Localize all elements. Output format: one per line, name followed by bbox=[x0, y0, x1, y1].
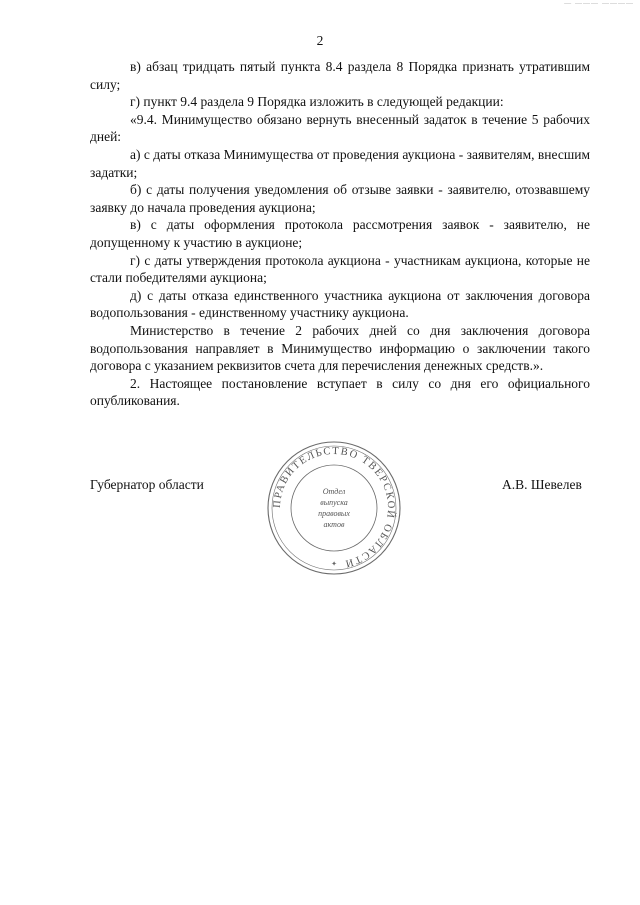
corner-mark: — ——— ———— bbox=[564, 0, 634, 7]
seal-outer-ring bbox=[268, 442, 400, 574]
seal-center-line: правовых bbox=[318, 509, 350, 518]
page-number: 2 bbox=[316, 33, 324, 48]
seal-star: ✦ bbox=[331, 560, 337, 568]
paragraph: «9.4. Минимущество обязано вернуть внесенный задаток в течение 5 рабочих дней: bbox=[90, 111, 590, 145]
seal-ring-text: ПРАВИТЕЛЬСТВО ТВЕРСКОЙ ОБЛАСТИ bbox=[271, 445, 397, 570]
official-seal bbox=[264, 438, 404, 578]
paragraph: а) с даты отказа Минимущества от проведения аукциона - заявителям, внесшим задатки; bbox=[90, 146, 590, 180]
paragraph: г) с даты утверждения протокола аукциона - участникам аукциона, которые не стали победителями аукциона; bbox=[90, 252, 590, 286]
paragraph: 2. Настоящее постановление вступает в силу со дня его официального опубликования. bbox=[90, 375, 590, 409]
seal-center-line: актов bbox=[323, 520, 345, 529]
paragraph: б) с даты получения уведомления об отзыве заявки - заявителю, отозвавшему заявку до начала проведения аукциона; bbox=[90, 182, 590, 215]
seal-center-line: Отдел bbox=[322, 487, 346, 496]
seal-center-line: выпуска bbox=[320, 498, 348, 507]
paragraph: Министерство в течение 2 рабочих дней со дня заключения договора водопользования направляет в Минимущество информацию о заключении такого договора с указанием реквизитов счета для перечисления денежных средств.». bbox=[90, 322, 590, 374]
paragraph: в) абзац тридцать пятый пункта 8.4 раздела 8 Порядка признать утратившим силу; bbox=[90, 59, 590, 92]
signatory-position: Губернатор области bbox=[90, 477, 204, 492]
paragraph: д) с даты отказа единственного участника аукциона от заключения договора водопользования - единственному участнику аукциона. bbox=[90, 287, 590, 321]
document-body bbox=[90, 58, 590, 410]
seal-graphic bbox=[264, 438, 404, 578]
paragraph: в) с даты оформления протокола рассмотрения заявок - заявителю, не допущенному к участию в аукционе; bbox=[90, 217, 590, 250]
paragraph: г) пункт 9.4 раздела 9 Порядка изложить в следующей редакции: bbox=[130, 94, 504, 110]
seal-inner-ring bbox=[291, 465, 377, 551]
signatory-name: А.В. Шевелев bbox=[502, 477, 582, 492]
